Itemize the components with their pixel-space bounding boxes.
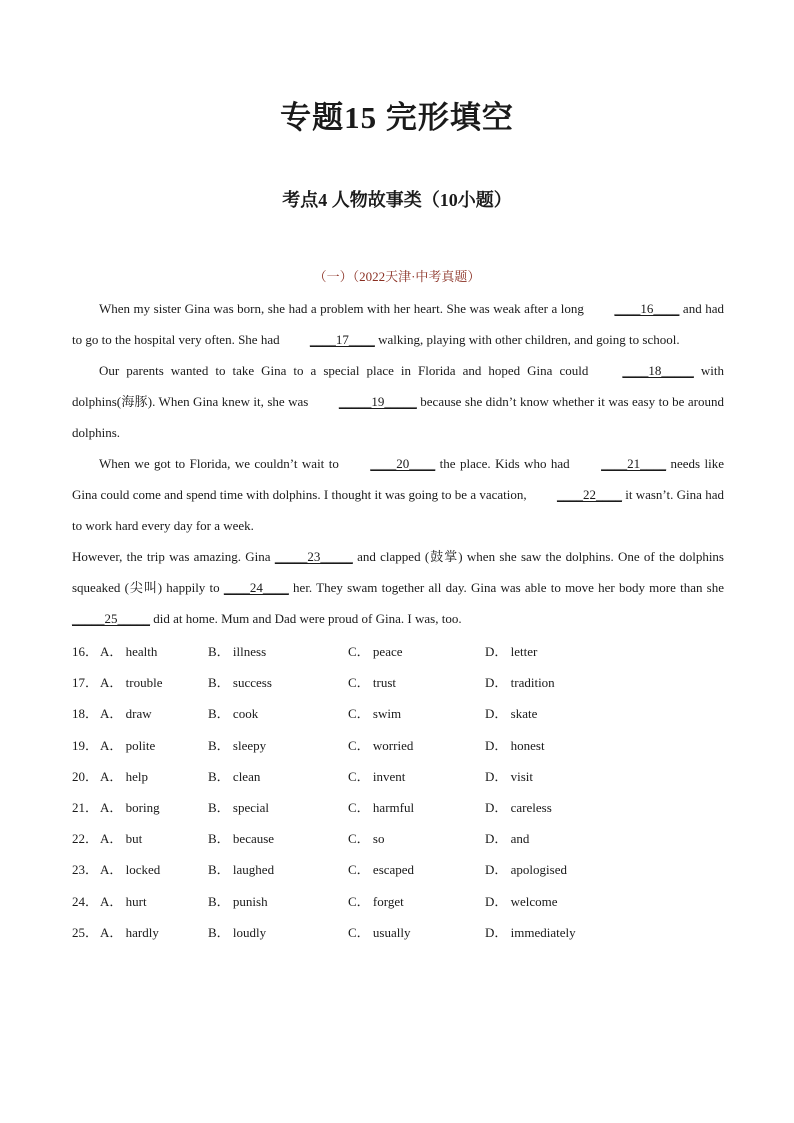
question-row-18 bbox=[72, 698, 724, 729]
option-c: C． trust bbox=[348, 675, 397, 691]
option-a: A． but bbox=[100, 831, 143, 847]
blank-19: _____19_____ bbox=[338, 394, 417, 409]
blank-16: ____16____ bbox=[614, 301, 680, 316]
question-number: 23． bbox=[72, 862, 99, 878]
option-c: C． usually bbox=[348, 924, 411, 940]
option-a: A． locked bbox=[100, 862, 161, 878]
option-c: C． worried bbox=[348, 737, 414, 753]
option-b: B． special bbox=[208, 799, 270, 815]
option-b: B． success bbox=[208, 675, 272, 691]
question-number: 20． bbox=[72, 768, 99, 784]
question-row-25 bbox=[72, 917, 724, 948]
question-row-24 bbox=[72, 886, 724, 917]
text: When we got to Florida, we couldn’t wait to bbox=[99, 456, 344, 471]
paragraph-1 bbox=[72, 293, 724, 355]
question-number: 16． bbox=[72, 644, 99, 659]
option-b: B． laughed bbox=[208, 862, 275, 878]
option-d: D． skate bbox=[485, 706, 538, 722]
option-d: D． honest bbox=[485, 737, 545, 753]
blank-18: ____18_____ bbox=[622, 363, 694, 378]
text: When my sister Gina was born, she had a problem with her heart. She was weak after a long bbox=[99, 301, 588, 316]
blank-20: ____20____ bbox=[370, 456, 436, 471]
question-row-23 bbox=[72, 854, 724, 885]
option-c: C． peace bbox=[348, 644, 403, 659]
option-a: A． hurt bbox=[100, 893, 147, 909]
option-d: D． visit bbox=[485, 768, 534, 784]
text: and had to go to the hospital very often. She had bbox=[72, 301, 724, 347]
paragraph-3 bbox=[72, 448, 724, 541]
option-c: C． invent bbox=[348, 768, 406, 784]
option-c: C． so bbox=[348, 831, 385, 847]
option-d: D． welcome bbox=[485, 893, 558, 909]
option-d: D． apologised bbox=[485, 862, 567, 878]
option-c: C． harmful bbox=[348, 799, 415, 815]
option-b: B． cook bbox=[208, 706, 259, 722]
source-label: （一）（2022天津·中考真题） bbox=[313, 269, 481, 284]
option-b: B． because bbox=[208, 831, 275, 847]
option-d: D． immediately bbox=[485, 924, 576, 940]
option-d: D． and bbox=[485, 831, 530, 847]
option-a: A． polite bbox=[100, 737, 156, 753]
text: and clapped (鼓掌) when she saw the dolphins. One of the dolphins squeaked (尖叫) happily to bbox=[72, 549, 724, 595]
question-number: 25． bbox=[72, 924, 99, 940]
option-d: D． letter bbox=[485, 644, 538, 659]
option-a: A． help bbox=[100, 768, 149, 784]
question-number: 17． bbox=[72, 675, 99, 691]
question-row-20 bbox=[72, 761, 724, 792]
text: the place. Kids who had bbox=[435, 456, 575, 471]
question-row-22 bbox=[72, 823, 724, 854]
text: Our parents wanted to take Gina to a special place in Florida and hoped Gina could bbox=[99, 363, 596, 378]
option-a: A． boring bbox=[100, 799, 160, 815]
option-d: D． tradition bbox=[485, 675, 555, 691]
text: her. They swam together all day. Gina was able to move her body more than she bbox=[288, 580, 725, 595]
answer-options bbox=[72, 636, 724, 948]
question-number: 19． bbox=[72, 737, 99, 753]
text: with dolphins(海豚). When Gina knew it, she was bbox=[72, 363, 724, 409]
blank-24: ____24____ bbox=[223, 580, 289, 595]
question-row-21 bbox=[72, 792, 724, 823]
option-b: B． clean bbox=[208, 768, 261, 784]
blank-17: ____17____ bbox=[309, 332, 375, 347]
option-a: A． health bbox=[100, 644, 158, 659]
text: needs like Gina could come and spend time with dolphins. I thought it was going to be a vacation, bbox=[72, 456, 724, 502]
question-number: 22． bbox=[72, 831, 99, 847]
option-a: A． trouble bbox=[100, 675, 163, 691]
option-c: C． forget bbox=[348, 893, 404, 909]
page-title: 专题15 完形填空 bbox=[280, 100, 514, 135]
text: walking, playing with other children, and going to school. bbox=[374, 332, 680, 347]
blank-21: ____21____ bbox=[601, 456, 667, 471]
cloze-passage bbox=[72, 293, 724, 634]
paragraph-4 bbox=[72, 541, 724, 634]
section-subtitle: 考点4 人物故事类（10小题） bbox=[282, 190, 512, 210]
question-row-16 bbox=[72, 636, 724, 667]
option-a: A． draw bbox=[100, 706, 152, 722]
text: did at home. Mum and Dad were proud of Gina. I was, too. bbox=[150, 611, 462, 626]
text: it wasn’t. Gina had to work hard every day for a week. bbox=[72, 487, 724, 533]
question-number: 18． bbox=[72, 706, 99, 722]
option-a: A． hardly bbox=[100, 924, 159, 940]
option-b: B． loudly bbox=[208, 924, 267, 940]
question-row-19 bbox=[72, 730, 724, 761]
text: However, the trip was amazing. Gina bbox=[72, 549, 275, 564]
option-c: C． swim bbox=[348, 706, 402, 722]
option-b: B． sleepy bbox=[208, 737, 267, 753]
question-row-17 bbox=[72, 667, 724, 698]
option-c: C． escaped bbox=[348, 862, 415, 878]
question-number: 21． bbox=[72, 799, 99, 815]
blank-22: ____22____ bbox=[556, 487, 622, 502]
paragraph-2 bbox=[72, 355, 724, 448]
option-d: D． careless bbox=[485, 799, 552, 815]
question-number: 24． bbox=[72, 893, 99, 909]
text: because she didn’t know whether it was easy to be around dolphins. bbox=[72, 394, 724, 440]
option-b: B． illness bbox=[208, 644, 267, 659]
blank-25: _____25_____ bbox=[72, 611, 150, 626]
option-b: B． punish bbox=[208, 893, 268, 909]
blank-23: _____23_____ bbox=[274, 549, 353, 564]
